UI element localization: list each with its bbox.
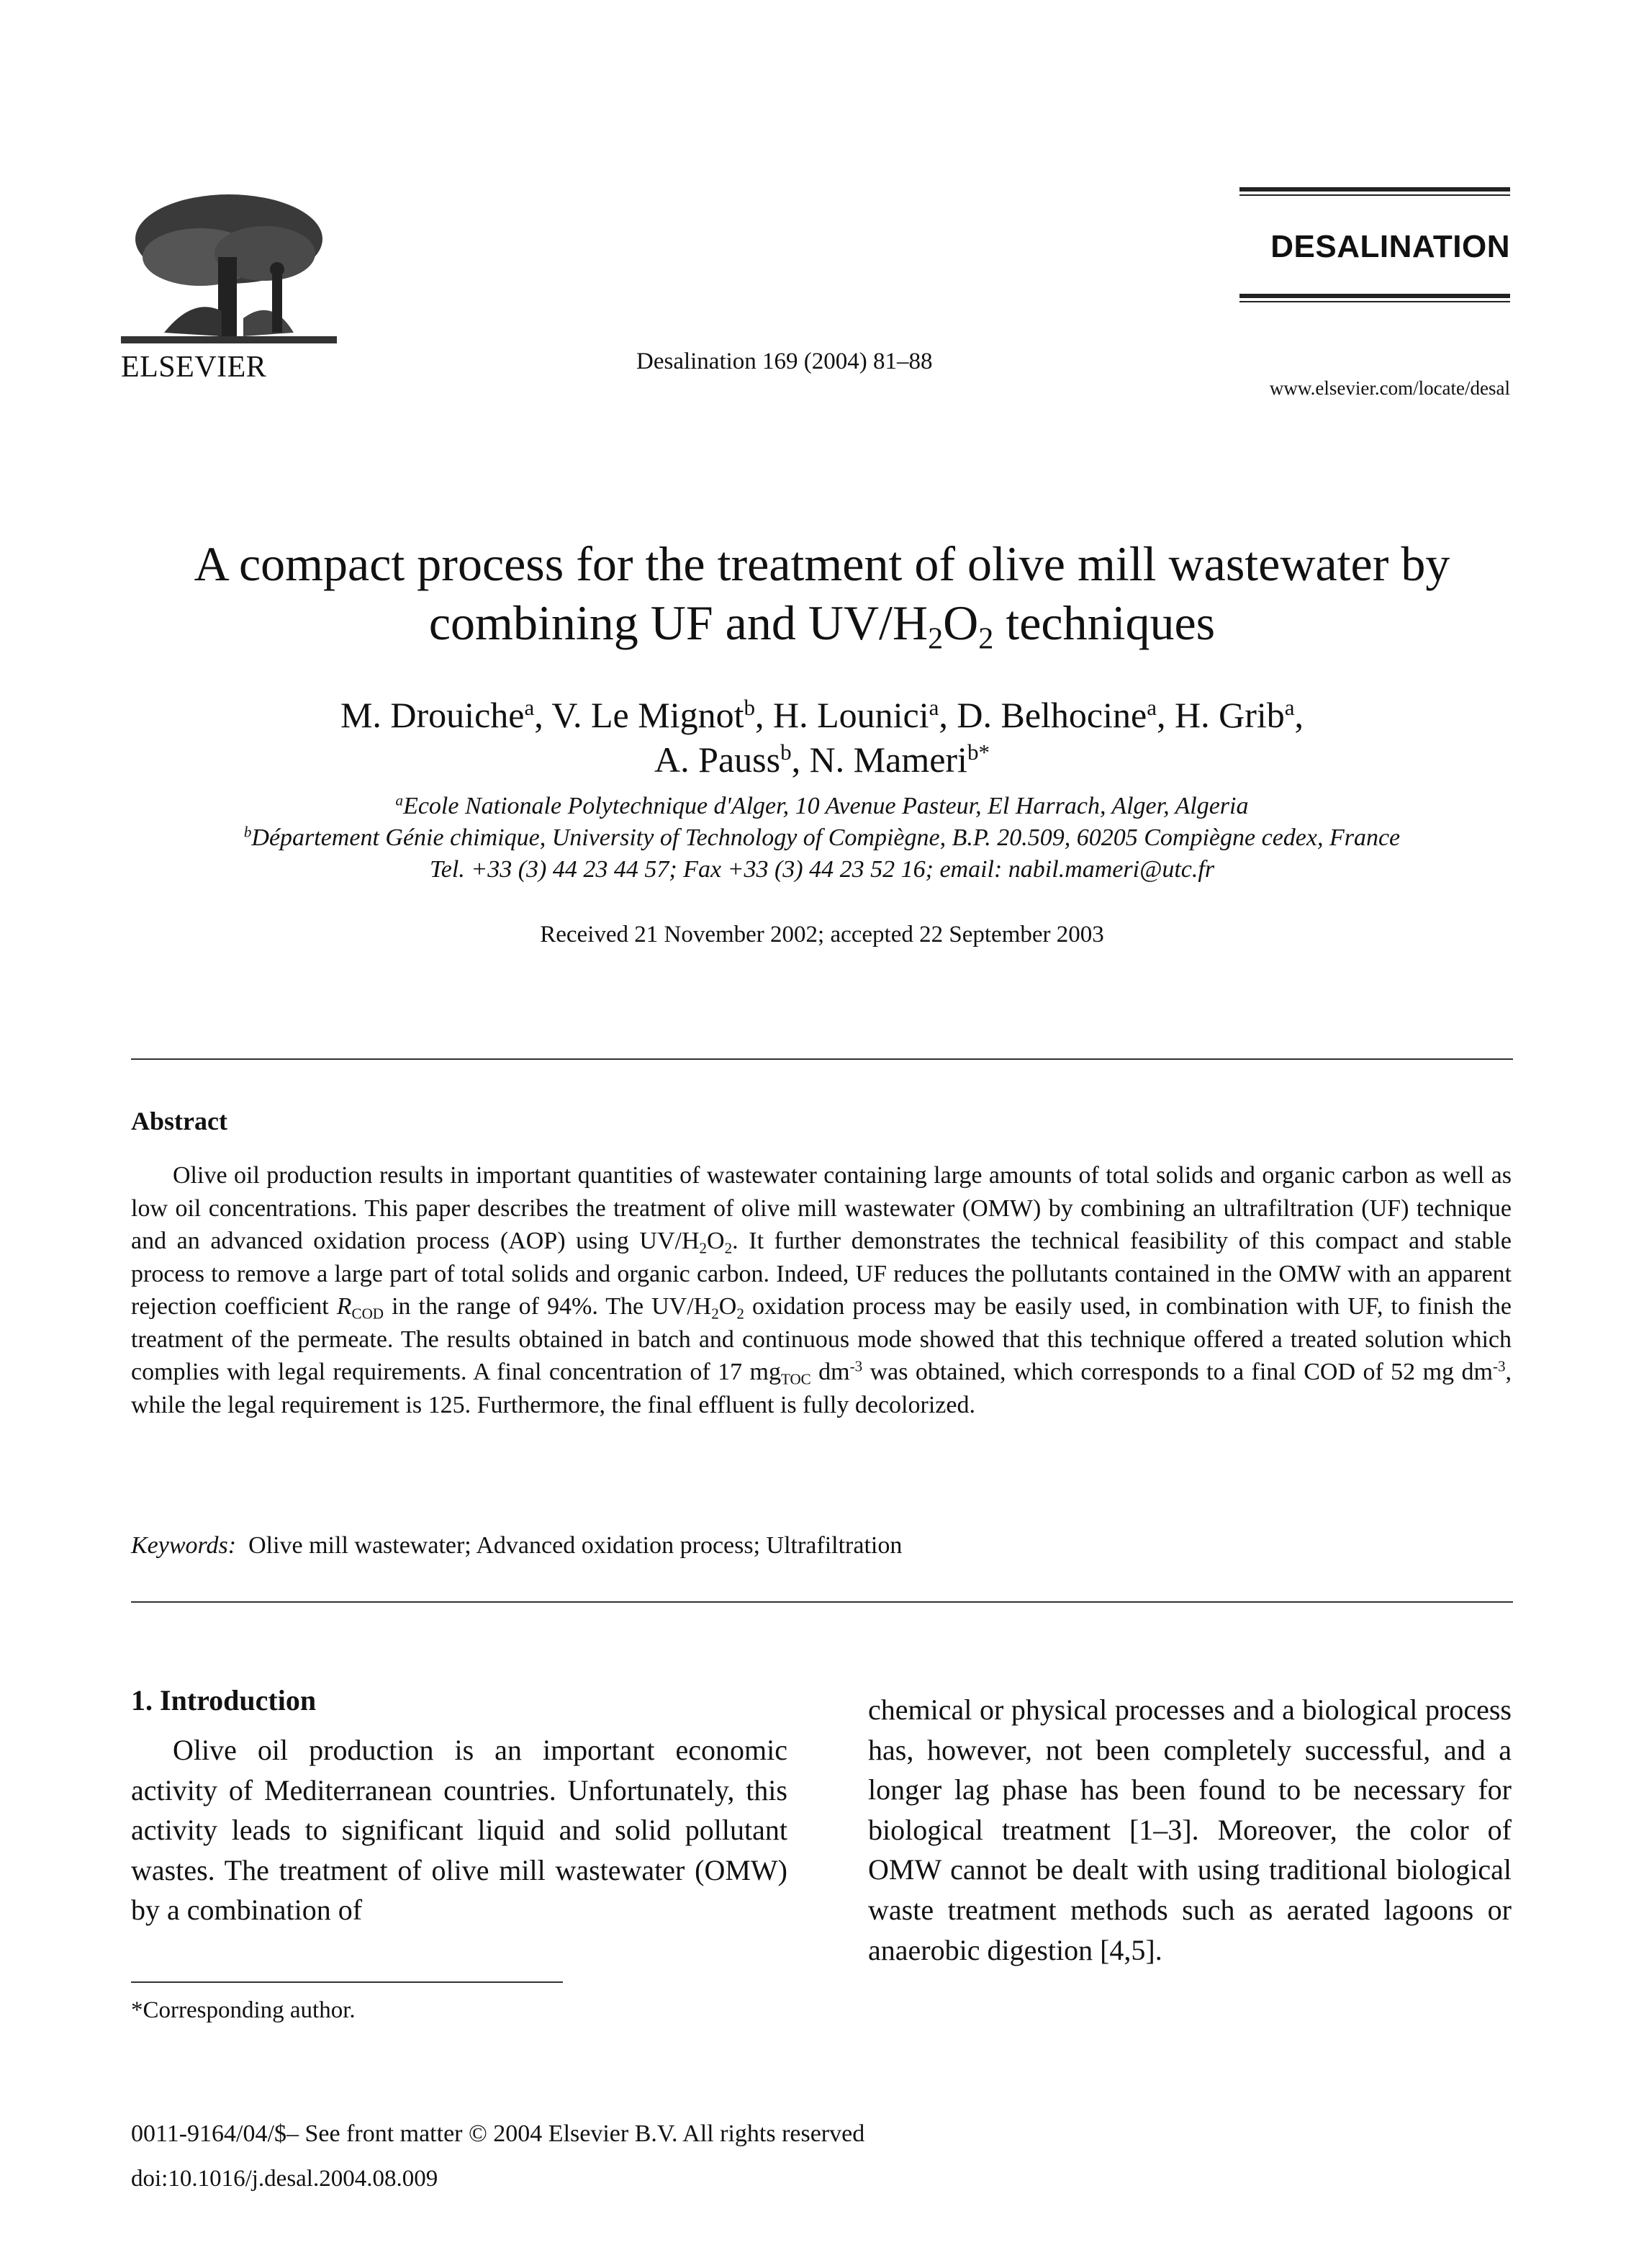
- journal-name: DESALINATION: [1270, 229, 1510, 264]
- author: D. Belhocine$^a$,: [957, 694, 1175, 735]
- journal-url[interactable]: www.elsevier.com/locate/desal: [1269, 377, 1510, 399]
- elsevier-tree-logo: [121, 189, 337, 361]
- intro-column-right: chemical or physical processes and a biological process has, however, not been completely successful, and a longer lag phase has been found to be necessary for biological treatment [1–3]. Moreover, the color of OMW cannot be dealt with using traditional biological waste treatment methods such as aerated lagoons or anaerobic digestion [4,5].: [868, 1693, 1512, 1966]
- abstract-heading: Abstract: [131, 1107, 227, 1135]
- author: V. Le Mignot$^b$,: [551, 694, 773, 735]
- received-dates: Received 21 November 2002; accepted 22 September 2003: [540, 922, 1104, 948]
- author: H. Grib$^a$,: [1174, 694, 1304, 735]
- publisher-name: ELSEVIER: [121, 351, 267, 384]
- keywords-label: Keywords:: [131, 1532, 237, 1559]
- affiliations: [115, 791, 1529, 886]
- journal-citation: Desalination 169 (2004) 81–88: [636, 348, 933, 374]
- footnote-corresponding-author: *Corresponding author.: [131, 1997, 356, 2023]
- contact-info: Tel. +33 (3) 44 23 44 57; Fax +33 (3) 44 23 52 16; email: nabil.mameri@utc.fr: [429, 856, 1215, 883]
- keywords: [131, 1532, 902, 1560]
- affiliation-b: $^b$Département Génie chimique, University of Technology of Compiègne, B.P. 20.509, 60205 Compiègne cedex, France: [243, 823, 1401, 851]
- author: M. Drouiche$^a$,: [340, 694, 552, 735]
- affiliation-a: $^a$Ecole Nationale Polytechnique d'Alger, 10 Avenue Pasteur, El Harrach, Alger, Algeria: [395, 791, 1249, 819]
- divider-top: [131, 1058, 1513, 1060]
- masthead-rule-top: [1239, 187, 1510, 192]
- keywords-text: Olive mill wastewater; Advanced oxidation process; Ultrafiltration: [248, 1532, 903, 1559]
- masthead-rule-bottom-thin: [1239, 301, 1510, 302]
- abstract-text: Olive oil production results in important quantities of wastewater containing large amounts of total solids and organic carbon as well as low oil concentrations. This paper describes the treatment of olive mill wastewater (OMW) by combining an ultrafiltration (UF) technique and an advanced oxidation process (AOP) using $UV/H_2O_2$. It further demonstrates the technical feasibility of this compact and stable process to remove a large part of total solids and organic carbon. Indeed, UF reduces the pollutants contained in the OMW with an apparent rejection coefficient $R_{COD}$ in the range of 94%. The $UV/H_2O_2$ oxidation process may be easily used, in combination with UF, to finish the treatment of the permeate. The results obtained in batch and continuous mode showed that this technique offered a treated solution which complies with legal requirements. A final concentration of 17 $mg_{TOC}$ $dm^{-3}$ was obtained, which corresponds to a final COD of 52 mg $dm^{-3}$, while the legal requirement is 125. Furthermore, the final effluent is fully decolorized.: [131, 1162, 1512, 1418]
- masthead-rule-bottom: [1239, 294, 1510, 298]
- title-line-2: combining UF and $UV/H_2O_2$ techniques: [428, 595, 1216, 656]
- divider-bottom: [131, 1601, 1513, 1603]
- section-heading-introduction: 1. Introduction: [131, 1684, 317, 1716]
- masthead-rule-top-thin: [1239, 194, 1510, 196]
- author: H. Lounici$^a$,: [772, 694, 957, 735]
- author: N. Mameri$^{b*}$: [809, 739, 990, 780]
- author-line-1: [115, 693, 1529, 737]
- footnote-rule: [131, 1981, 563, 1983]
- paper-title: [115, 534, 1529, 656]
- journal-masthead: [1239, 187, 1510, 302]
- front-matter: 0011-9164/04/$– See front matter © 2004 Elsevier B.V. All rights reserved: [131, 2120, 865, 2147]
- doi[interactable]: doi:10.1016/j.desal.2004.08.009: [131, 2166, 438, 2192]
- author-list: [115, 693, 1529, 782]
- intro-column-left: Olive oil production is an important economic activity of Mediterranean countries. Unfortunately, this activity leads to significant liquid and solid pollutant wastes. The treatment of olive mill wastewater (OMW) by a combination of: [131, 1734, 787, 1927]
- author: A. Pauss$^b$,: [654, 739, 810, 780]
- title-line-1: A compact process for the treatment of olive mill wastewater by: [194, 536, 1450, 591]
- author-line-2: [115, 737, 1529, 782]
